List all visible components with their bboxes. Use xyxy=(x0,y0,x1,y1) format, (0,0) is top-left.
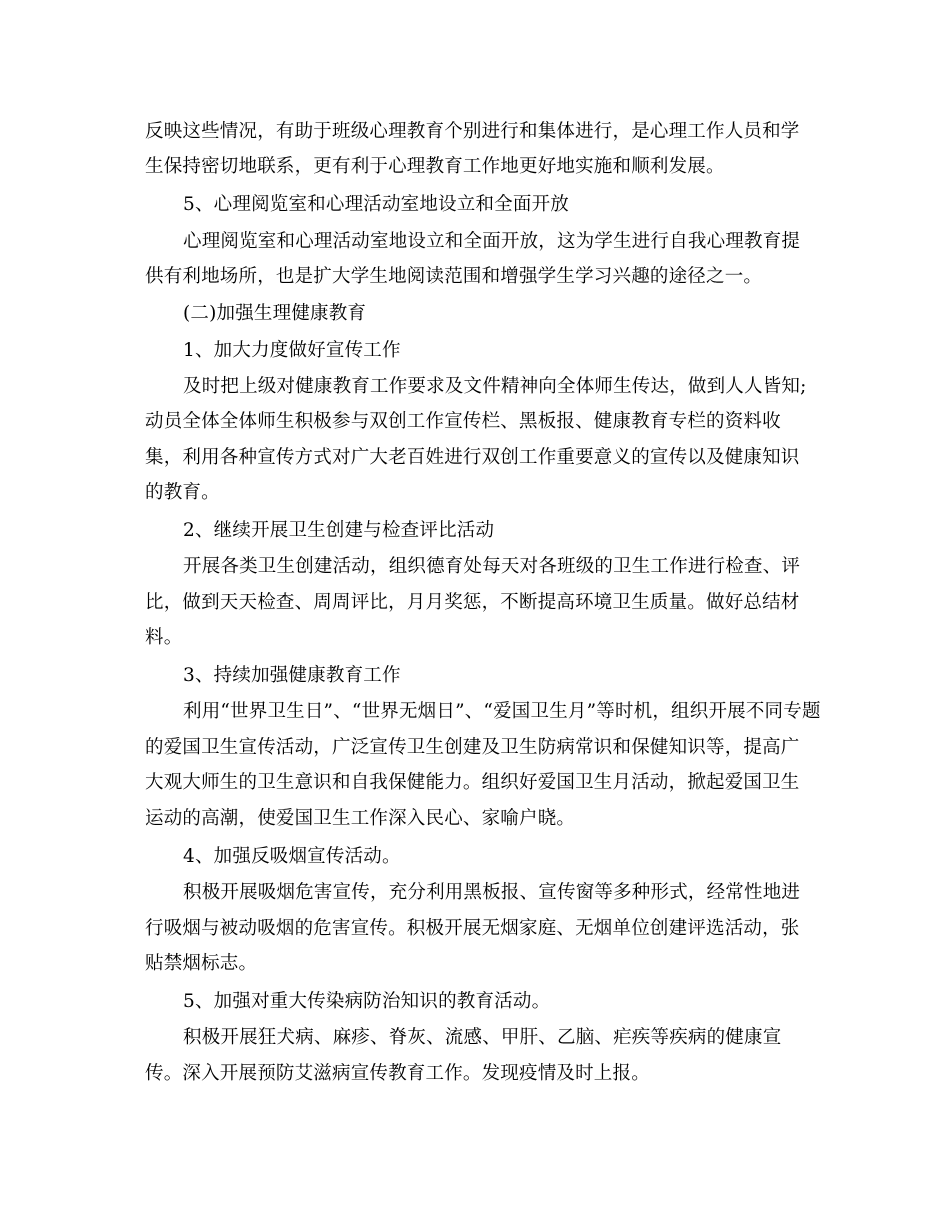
section-heading: 3、持续加强健康教育工作 xyxy=(183,665,401,686)
body-text-line: 行吸烟与被动吸烟的危害宣传。积极开展无烟家庭、无烟单位创建评选活动，张 xyxy=(145,918,800,939)
body-text-line: 贴禁烟标志。 xyxy=(145,953,258,974)
section-heading: 5、心理阅览室和心理活动室地设立和全面开放 xyxy=(183,194,569,215)
body-text-line: 的教育。 xyxy=(145,482,220,503)
paragraph-first-line: 利用“世界卫生日”、“世界无烟日”、“爱国卫生月”等时机，组织开展不同专题 xyxy=(183,701,821,722)
paragraph-first-line: 积极开展狂犬病、麻疹、脊灰、流感、甲肝、乙脑、疟疾等疾病的健康宣 xyxy=(183,1027,782,1048)
section-heading: 5、加强对重大传染病防治知识的教育活动。 xyxy=(183,991,551,1012)
paragraph-first-line: 心理阅览室和心理活动室地设立和全面开放，这为学生进行自我心理教育提 xyxy=(183,231,801,252)
body-text-line: 传。深入开展预防艾滋病宣传教育工作。发现疫情及时上报。 xyxy=(145,1063,650,1084)
body-text-line: 反映这些情况，有助于班级心理教育个别进行和集体进行，是心理工作人员和学 xyxy=(145,121,800,142)
body-text-line: 料。 xyxy=(145,627,183,648)
section-heading: 2、继续开展卫生创建与检查评比活动 xyxy=(183,520,495,541)
body-text-line: 比，做到天天检查、周周评比，月月奖惩，不断提高环境卫生质量。做好总结材 xyxy=(145,592,800,613)
body-text-line: 的爱国卫生宣传活动，广泛宣传卫生创建及卫生防病常识和保健知识等，提高广 xyxy=(145,737,800,758)
body-text-line: 集，利用各种宣传方式对广大老百姓进行双创工作重要意义的宣传以及健康知识 xyxy=(145,447,800,468)
body-text-line: 运动的高潮，使爱国卫生工作深入民心、家喻户晓。 xyxy=(145,808,576,829)
section-heading: 4、加强反吸烟宣传活动。 xyxy=(183,846,401,867)
body-text-line: 动员全体全体师生积极参与双创工作宣传栏、黑板报、健康教育专栏的资料收 xyxy=(145,411,781,432)
paragraph-first-line: 积极开展吸烟危害宣传，充分利用黑板报、宣传窗等多种形式，经常性地进 xyxy=(183,882,801,903)
section-heading: (二)加强生理健康教育 xyxy=(183,303,367,324)
paragraph-first-line: 开展各类卫生创建活动，组织德育处每天对各班级的卫生工作进行检查、评 xyxy=(183,556,801,577)
section-heading: 1、加大力度做好宣传工作 xyxy=(183,340,401,361)
paragraph-first-line: 及时把上级对健康教育工作要求及文件精神向全体师生传达，做到人人皆知; xyxy=(183,376,807,397)
body-text-line: 生保持密切地联系，更有利于心理教育工作地更好地实施和顺利发展。 xyxy=(145,156,725,177)
body-text-line: 大观大师生的卫生意识和自我保健能力。组织好爱国卫生月活动，掀起爱国卫生 xyxy=(145,772,800,793)
body-text-line: 供有利地场所，也是扩大学生地阅读范围和增强学生学习兴趣的途径之一。 xyxy=(145,266,763,287)
